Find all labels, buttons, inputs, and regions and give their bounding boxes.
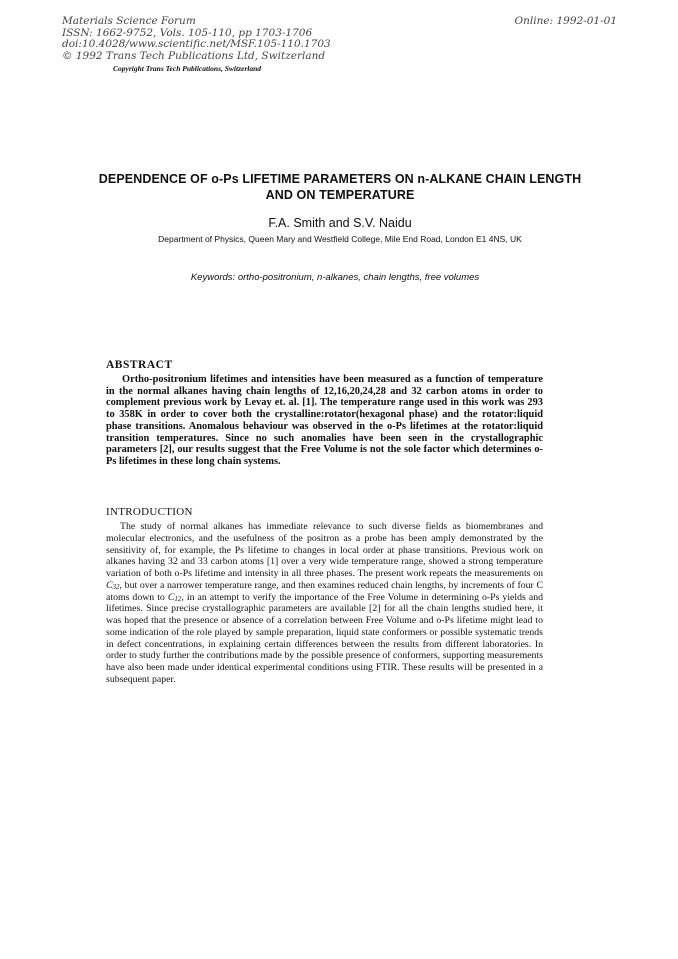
paper-keywords: Keywords: ortho-positronium, n-alkanes, chain lengths, free volumes bbox=[190, 272, 480, 283]
issn-line: ISSN: 1662-9752, Vols. 105-110, pp 1703-1706 bbox=[62, 26, 313, 39]
doi-line: doi:10.4028/www.scientific.net/MSF.105-110.1703 bbox=[62, 38, 331, 51]
author-affiliation: Department of Physics, Queen Mary and Westfield College, Mile End Road, London E1 4NS, UK bbox=[158, 234, 522, 244]
copyright-line: © 1992 Trans Tech Publications Ltd, Switzerland bbox=[62, 49, 326, 62]
intro-text-part-3: , in an attempt to verify the importance of the Free Volume in determining o-Ps yields and lifetimes. Since precise crystallographic parameters are available [2] for all the chain lengths studied here, it was hoped that the presence or absence of a correlation between Free Volume and o-Ps lifetime might lead to some indication of the role played by sample preparation, liquid state conformers or possible systematic trends in defect concentrations, in explaining certain differences between the results from different laboratories. In order to study further the contributions made by the possible presence of conformers, supporting measurements have also been made under identical experimental conditions using FTIR. These results will be presented in a subsequent paper. bbox=[106, 591, 543, 685]
intro-text-part-2: , but over a narrower temperature range, and then examines reduced chain lengths, by increments of four C atoms down to bbox=[106, 579, 543, 603]
paper-title: DEPENDENCE OF o-Ps LIFETIME PARAMETERS ON n-ALKANE CHAIN LENGTH AND ON TEMPERATURE bbox=[98, 172, 582, 202]
introduction-text bbox=[106, 521, 543, 686]
chemical-formula-c12: $C_{12}$ bbox=[167, 591, 182, 603]
abstract-heading: ABSTRACT bbox=[106, 359, 173, 371]
introduction-heading: INTRODUCTION bbox=[106, 506, 193, 518]
online-date: Online: 1992-01-01 bbox=[514, 15, 617, 27]
paper-authors: F.A. Smith and S.V. Naidu bbox=[268, 216, 412, 230]
journal-header bbox=[62, 16, 617, 75]
intro-text-part-1: The study of normal alkanes has immediate relevance to such diverse fields as biomembranes and molecular electronics, and the usefulness of the positron as a probe has been amply demonstrated by the sensitivity of, for example, the Ps lifetime to changes in local order at phase transitions. Previous work on alkanes having 32 and 33 carbon atoms [1] over a very wide temperature range, showed a strong temperature variation of both o-Ps lifetime and intensity in all three phases. The present work repeats the measurements on bbox=[106, 521, 543, 579]
abstract-text: Ortho-positronium lifetimes and intensities have been measured as a function of temperature in the normal alkanes having chain lengths of 12,16,20,24,28 and 32 carbon atoms in order to complement previous work by Levay et. al. [1]. The temperature range used in this work was 293 to 358K in order to cover both the crystalline:rotator(hexagonal phase) and the rotator:liquid phase transitions. Anomalous behaviour was observed in the o-Ps lifetimes at the rotator:liquid transition temperatures. Since no such anomalies have been seen in the crystallographic parameters [2], our results suggest that the Free Volume is not the sole factor which determines o-Ps lifetimes in these long chain systems. bbox=[106, 374, 543, 467]
copyright-notice: Copyright Trans Tech Publications, Switzerland bbox=[113, 64, 262, 74]
chemical-formula-c32: $C_{32}$ bbox=[106, 579, 120, 591]
journal-name: Materials Science Forum bbox=[62, 15, 196, 27]
